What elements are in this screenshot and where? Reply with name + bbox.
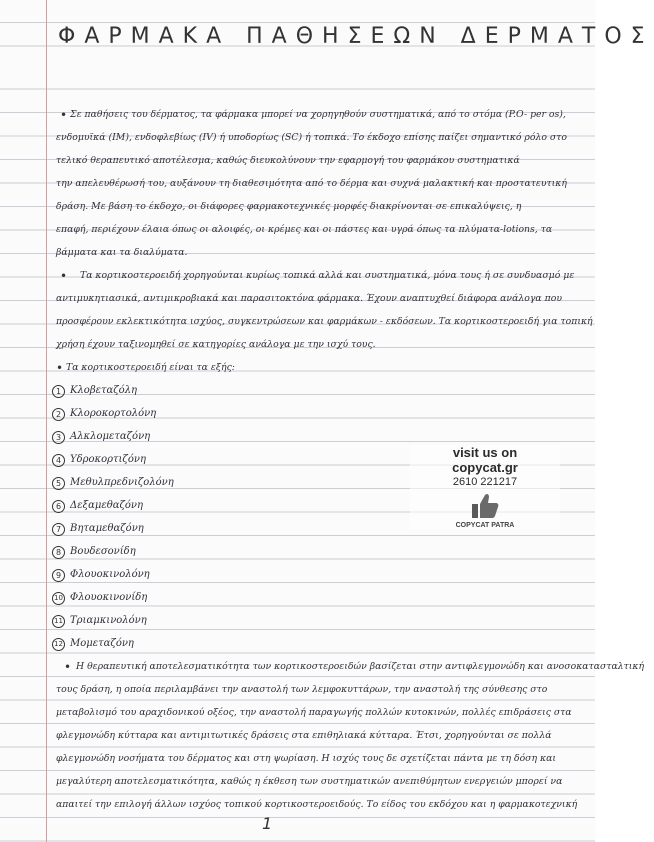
text-line: μεταβολισμό του αραχιδονικού οξέος, την αναστολή παραγωγής πολλών κυτοκινών, πολλές επιδράσεις στα xyxy=(56,707,572,718)
list-item: Φλουοκινονίδη xyxy=(70,592,148,603)
list-number: 4 xyxy=(52,454,65,467)
list-item: Υδροκορτιζόνη xyxy=(70,454,146,465)
page-title: ΦΑΡΜΑΚΑ ΠΑΘΗΣΕΩΝ ΔΕΡΜΑΤΟΣ xyxy=(58,24,654,49)
list-number: 3 xyxy=(52,431,65,444)
list-item: Κλοροκορτολόνη xyxy=(70,408,157,419)
bullet: • xyxy=(56,361,64,375)
margin-line xyxy=(46,0,47,842)
list-item: Βηταμεθαζόνη xyxy=(70,523,144,534)
stamp-brand: COPYCAT PATRA xyxy=(455,522,515,529)
text-line: φλεγμονώδη νοσήματα του δέρματος και στη ψωρίαση. Η ισχύς τους δε σχετίζεται πάντα με τη δόση και xyxy=(56,753,557,764)
page-number: 1 xyxy=(262,814,273,833)
text-line: απαιτεί την επιλογή άλλων ισχύος τοπικού κορτικοστεροειδούς. Το είδος του εκδόχου και η φαρμακοτεχνική xyxy=(56,799,578,810)
list-item: Δεξαμεθαζόνη xyxy=(70,500,143,511)
list-number: 7 xyxy=(52,523,65,536)
list-item: Τριαμκινολόνη xyxy=(70,615,147,626)
list-number: 10 xyxy=(52,592,65,605)
copyshop-stamp xyxy=(410,445,560,529)
bullet: • xyxy=(64,660,72,674)
list-item: Κλοβεταζόλη xyxy=(70,385,138,396)
text-line: ενδομυϊκά (IM), ενδοφλεβίως (IV) ή υποδορίως (SC) ή τοπικά. Το έκδοχο επίσης παίζει σημαντικό ρόλο στο xyxy=(56,132,567,143)
list-item: Φλουοκινολόνη xyxy=(70,569,150,580)
list-number: 2 xyxy=(52,408,65,421)
text-line: Τα κορτικοστεροειδή χορηγούνται κυρίως τοπικά αλλά και συστηματικά, μόνα τους ή σε συνδυασμό με xyxy=(80,270,575,281)
bullet: • xyxy=(60,269,68,283)
text-line: μεγαλύτερη αποτελεσματικότητα, καθώς η έκθεση των συστηματικών ανεπιθύμητων ενεργειών μπορεί να xyxy=(56,776,563,787)
text-line: αντιμυκητιασικά, αντιμικροβιακά και παρασιτοκτόνα φάρμακα. Έχουν αναπτυχθεί διάφορα ανάλογα που xyxy=(56,293,562,304)
list-item: Μεθυλπρεδνιζολόνη xyxy=(70,477,174,488)
stamp-website: copycat.gr xyxy=(452,460,518,475)
text-line: την απελευθέρωσή του, αυξάνουν τη διαθεσιμότητα από το δέρμα και συχνά μαλακτική και προστατευτική xyxy=(56,178,567,189)
list-number: 11 xyxy=(52,615,65,628)
text-line: δράση. Με βάση το έκδοχο, οι διάφορες φαρμακοτεχνικές μορφές διακρίνονται σε επικαλύψεις, η xyxy=(56,201,522,212)
list-item: Μομεταζόνη xyxy=(70,638,134,649)
stamp-visit-text: visit us on xyxy=(452,445,518,460)
text-line: φλεγμονώδη κύτταρα και αντιμιτωτικές δράσεις στα επιθηλιακά κύτταρα. Έτσι, χορηγούνται σε πολλά xyxy=(56,730,552,741)
bullet: • xyxy=(60,108,68,122)
list-intro: Τα κορτικοστεροειδή είναι τα εξής: xyxy=(66,362,235,373)
text-line: χρήση έχουν ταξινομηθεί σε κατηγορίες ανάλογα με την ισχύ τους. xyxy=(56,339,376,350)
text-line: τους δράση, η οποία περιλαμβάνει την αναστολή των λεμφοκυττάρων, την αναστολή της σύνθεσης στο xyxy=(56,684,548,695)
text-line: Η θεραπευτική αποτελεσματικότητα των κορτικοστεροειδών βασίζεται στην αντιφλεγμονώδη και ανοσοκατασταλτική xyxy=(76,661,645,672)
list-item: Αλκλομεταζόνη xyxy=(70,431,151,442)
list-number: 1 xyxy=(52,385,65,398)
text-line: βάμματα και τα διαλύματα. xyxy=(56,247,188,258)
list-number: 8 xyxy=(52,546,65,559)
text-line: προσφέρουν εκλεκτικότητα ισχύος, συγκεντρώσεων και φαρμάκων - εκδόσεων. Τα κορτικοστεροειδή για τοπική xyxy=(56,316,593,327)
list-number: 5 xyxy=(52,477,65,490)
stamp-phone: 2610 221217 xyxy=(452,476,518,488)
text-line: Σε παθήσεις του δέρματος, τα φάρμακα μπορεί να χορηγηθούν συστηματικά, από το στόμα (P.O- per os), xyxy=(70,109,566,120)
list-number: 9 xyxy=(52,569,65,582)
list-number: 12 xyxy=(52,638,65,651)
list-number: 6 xyxy=(52,500,65,513)
text-line: τελικό θεραπευτικό αποτέλεσμα, καθώς διευκολύνουν την εφαρμογή του φαρμάκου συστηματικά xyxy=(56,155,520,166)
thumbs-up-icon xyxy=(470,492,500,520)
text-line: επαφή, περιέχουν έλαια όπως οι αλοιφές, οι κρέμες και οι πάστες και υγρά όπως τα πλύματα-lotions, τα xyxy=(56,224,553,235)
list-item: Βουδεσονίδη xyxy=(70,546,136,557)
